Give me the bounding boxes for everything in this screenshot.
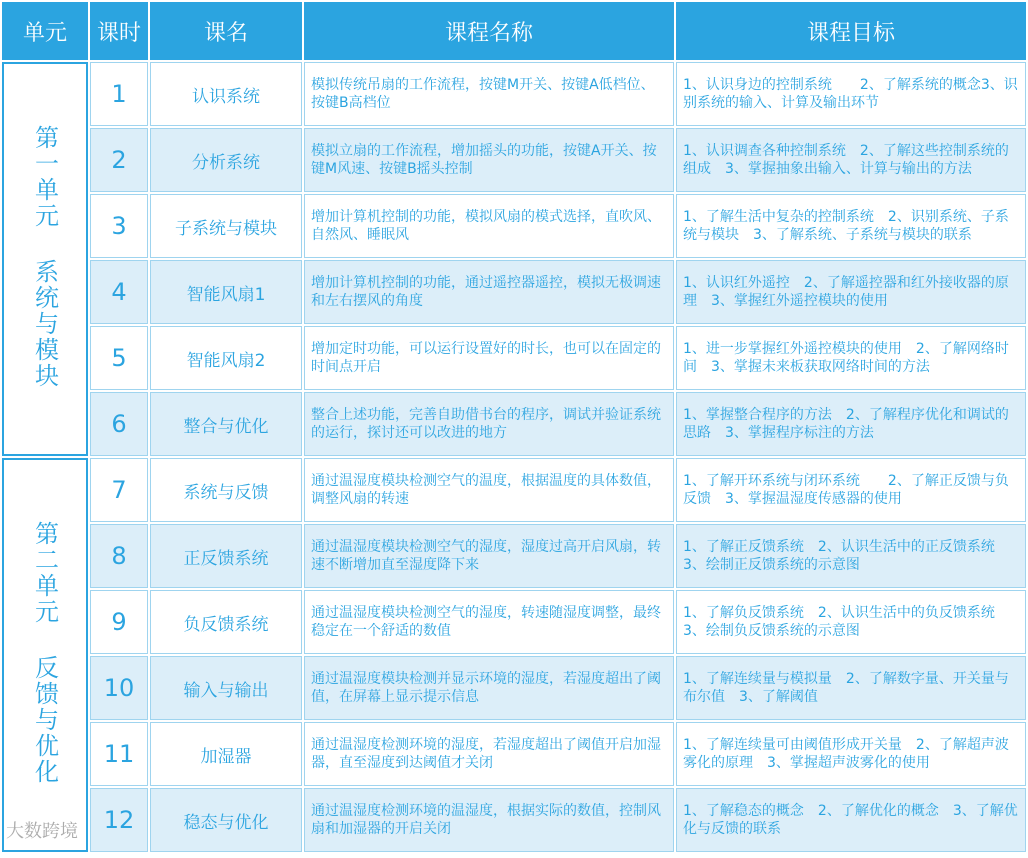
course-goal: 1、了解连续量与模拟量 2、了解数字量、开关量与布尔值 3、了解阈值: [676, 656, 1026, 720]
lesson-name: 稳态与优化: [150, 788, 302, 852]
course-content: 通过温湿度检测环境的温湿度，根据实际的数值，控制风扇和加湿器的开启关闭: [304, 788, 674, 852]
lesson-name: 正反馈系统: [150, 524, 302, 588]
course-content: 增加定时功能，可以运行设置好的时长，也可以在固定的时间点开启: [304, 326, 674, 390]
course-goal: 1、了解开环系统与闭环系统 2、了解正反馈与负反馈 3、掌握温湿度传感器的使用: [676, 458, 1026, 522]
table-row: [2, 128, 1026, 192]
table-row: [2, 458, 1026, 522]
course-content: 通过温湿度模块检测空气的湿度，转速随湿度调整，最终稳定在一个舒适的数值: [304, 590, 674, 654]
table-body: [2, 62, 1026, 852]
course-content: 通过温湿度模块检测空气的温度，根据温度的具体数值，调整风扇的转速: [304, 458, 674, 522]
lesson-number: 4: [90, 260, 148, 324]
course-goal: 1、了解正反馈系统 2、认识生活中的正反馈系统 3、绘制正反馈系统的示意图: [676, 524, 1026, 588]
course-goal: 1、进一步掌握红外遥控模块的使用 2、了解网络时间 3、掌握未来板获取网络时间的方法: [676, 326, 1026, 390]
table-row: [2, 590, 1026, 654]
watermark-text: 大数跨境: [6, 821, 78, 842]
table-row: [2, 788, 1026, 852]
course-content: 整合上述功能，完善自助借书台的程序，调试并验证系统的运行，探讨还可以改进的地方: [304, 392, 674, 456]
lesson-number: 9: [90, 590, 148, 654]
lesson-number: 1: [90, 62, 148, 126]
lesson-number: 5: [90, 326, 148, 390]
header-unit: 单元: [2, 2, 88, 60]
header-lesson-name: 课名: [150, 2, 302, 60]
course-goal: 1、了解负反馈系统 2、认识生活中的负反馈系统 3、绘制负反馈系统的示意图: [676, 590, 1026, 654]
course-content: 通过温湿度模块检测并显示环境的湿度，若湿度超出了阈值，在屏幕上显示提示信息: [304, 656, 674, 720]
table-row: [2, 62, 1026, 126]
lesson-name: 智能风扇1: [150, 260, 302, 324]
course-content: 增加计算机控制的功能，通过遥控器遥控，模拟无极调速和左右摆风的角度: [304, 260, 674, 324]
course-goal: 1、掌握整合程序的方法 2、了解程序优化和调试的思路 3、掌握程序标注的方法: [676, 392, 1026, 456]
course-goal: 1、了解稳态的概念 2、了解优化的概念 3、了解优化与反馈的联系: [676, 788, 1026, 852]
lesson-name: 智能风扇2: [150, 326, 302, 390]
unit-cell: [2, 62, 88, 456]
table-row: [2, 524, 1026, 588]
header-lesson-no: 课时: [90, 2, 148, 60]
lesson-number: 7: [90, 458, 148, 522]
lesson-number: 6: [90, 392, 148, 456]
lesson-number: 3: [90, 194, 148, 258]
lesson-name: 加湿器: [150, 722, 302, 786]
lesson-number: 10: [90, 656, 148, 720]
table-row: [2, 656, 1026, 720]
lesson-name: 整合与优化: [150, 392, 302, 456]
unit-label: 第一单元 系统与模块: [30, 125, 59, 389]
header-row: [2, 2, 1026, 60]
course-content: 模拟传统吊扇的工作流程，按键M开关、按键A低档位、按键B高档位: [304, 62, 674, 126]
course-content: 通过温湿度检测环境的湿度，若湿度超出了阈值开启加湿器，直至湿度到达阈值才关闭: [304, 722, 674, 786]
unit-label: 第二单元 反馈与优化: [30, 521, 59, 785]
lesson-name: 负反馈系统: [150, 590, 302, 654]
course-goal: 1、认识调查各种控制系统 2、了解这些控制系统的组成 3、掌握抽象出输入、计算与输出的方法: [676, 128, 1026, 192]
table-row: [2, 260, 1026, 324]
table-row: [2, 392, 1026, 456]
table-row: [2, 722, 1026, 786]
lesson-number: 8: [90, 524, 148, 588]
lesson-number: 11: [90, 722, 148, 786]
course-content: 通过温湿度模块检测空气的湿度，湿度过高开启风扇，转速不断增加直至湿度降下来: [304, 524, 674, 588]
table-row: [2, 194, 1026, 258]
watermark: [6, 817, 78, 843]
course-content: 增加计算机控制的功能，模拟风扇的模式选择，直吹风、自然风、睡眠风: [304, 194, 674, 258]
lesson-name: 认识系统: [150, 62, 302, 126]
course-goal: 1、认识身边的控制系统 2、了解系统的概念3、识别系统的输入、计算及输出环节: [676, 62, 1026, 126]
unit-cell: [2, 458, 88, 852]
header-course-content: 课程名称: [304, 2, 674, 60]
lesson-number: 12: [90, 788, 148, 852]
course-content: 模拟立扇的工作流程，增加摇头的功能，按键A开关、按键M风速、按键B摇头控制: [304, 128, 674, 192]
course-goal: 1、认识红外遥控 2、了解遥控器和红外接收器的原理 3、掌握红外遥控模块的使用: [676, 260, 1026, 324]
table-row: [2, 326, 1026, 390]
lesson-number: 2: [90, 128, 148, 192]
lesson-name: 子系统与模块: [150, 194, 302, 258]
course-goal: 1、了解连续量可由阈值形成开关量 2、了解超声波雾化的原理 3、掌握超声波雾化的使用: [676, 722, 1026, 786]
lesson-name: 分析系统: [150, 128, 302, 192]
lesson-name: 输入与输出: [150, 656, 302, 720]
course-goal: 1、了解生活中复杂的控制系统 2、识别系统、子系统与模块 3、了解系统、子系统与模块的联系: [676, 194, 1026, 258]
lesson-name: 系统与反馈: [150, 458, 302, 522]
header-course-goal: 课程目标: [676, 2, 1026, 60]
